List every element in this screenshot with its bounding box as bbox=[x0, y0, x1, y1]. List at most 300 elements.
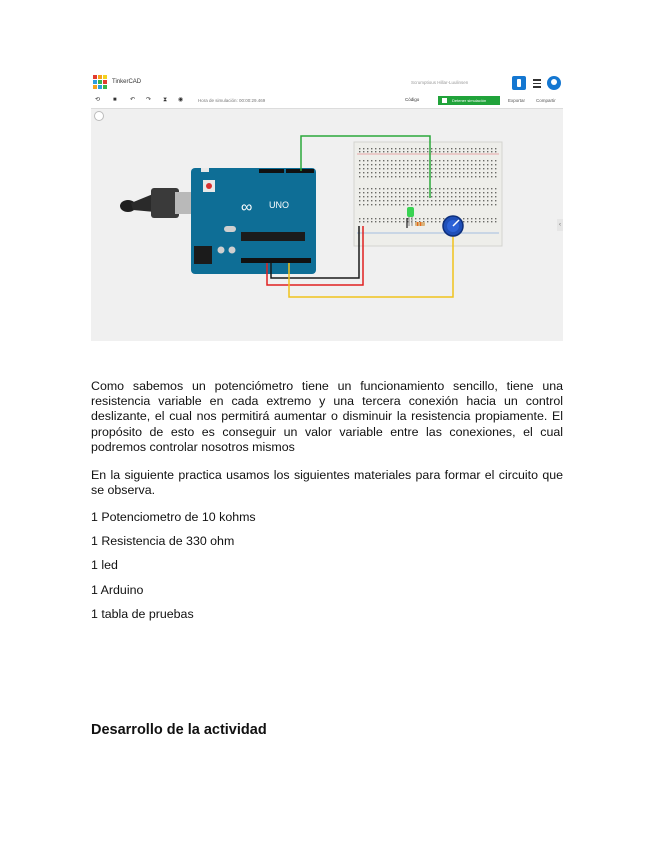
breadboard-hole bbox=[359, 204, 360, 205]
breadboard-hole bbox=[359, 188, 360, 189]
breadboard-hole bbox=[495, 196, 496, 197]
breadboard-hole bbox=[435, 172, 436, 173]
breadboard-hole bbox=[439, 172, 440, 173]
section-heading: Desarrollo de la actividad bbox=[91, 722, 267, 738]
breadboard-hole bbox=[479, 164, 480, 165]
breadboard-hole bbox=[495, 221, 496, 222]
breadboard-hole bbox=[483, 192, 484, 193]
breadboard-hole bbox=[471, 164, 472, 165]
breadboard-hole bbox=[391, 218, 392, 219]
breadboard-hole bbox=[387, 204, 388, 205]
breadboard-hole bbox=[463, 221, 464, 222]
breadboard-hole bbox=[443, 176, 444, 177]
breadboard-hole bbox=[419, 200, 420, 201]
breadboard-hole bbox=[415, 160, 416, 161]
breadboard-hole bbox=[383, 151, 384, 152]
breadboard-hole bbox=[371, 200, 372, 201]
breadboard-hole bbox=[411, 164, 412, 165]
simulate-button[interactable]: Detener simulación bbox=[438, 96, 500, 105]
breadboard-hole bbox=[367, 176, 368, 177]
app-header bbox=[91, 73, 563, 95]
breadboard-hole bbox=[363, 151, 364, 152]
breadboard-hole bbox=[471, 148, 472, 149]
breadboard-hole bbox=[471, 192, 472, 193]
breadboard-hole bbox=[443, 196, 444, 197]
breadboard-hole bbox=[363, 168, 364, 169]
breadboard-hole bbox=[403, 218, 404, 219]
breadboard-hole bbox=[371, 204, 372, 205]
breadboard-hole bbox=[379, 221, 380, 222]
breadboard-hole bbox=[423, 200, 424, 201]
breadboard-hole bbox=[467, 164, 468, 165]
breadboard-hole bbox=[379, 200, 380, 201]
breadboard-hole bbox=[455, 172, 456, 173]
breadboard-hole bbox=[363, 196, 364, 197]
breadboard-hole bbox=[419, 204, 420, 205]
breadboard-hole bbox=[379, 164, 380, 165]
breadboard-hole bbox=[395, 160, 396, 161]
breadboard-hole bbox=[395, 200, 396, 201]
breadboard-hole bbox=[475, 148, 476, 149]
breadboard-hole bbox=[443, 168, 444, 169]
breadboard-hole bbox=[455, 204, 456, 205]
breadboard-hole bbox=[435, 164, 436, 165]
breadboard-hole bbox=[407, 204, 408, 205]
breadboard-hole bbox=[391, 164, 392, 165]
breadboard-hole bbox=[471, 200, 472, 201]
breadboard-hole bbox=[391, 200, 392, 201]
breadboard-hole bbox=[475, 218, 476, 219]
breadboard-hole bbox=[403, 148, 404, 149]
redo-icon[interactable]: ↷ bbox=[146, 97, 152, 103]
breadboard-hole bbox=[371, 168, 372, 169]
breadboard-hole bbox=[459, 204, 460, 205]
breadboard-hole bbox=[455, 148, 456, 149]
breadboard-hole bbox=[407, 176, 408, 177]
breadboard-hole bbox=[423, 196, 424, 197]
breadboard-hole bbox=[359, 196, 360, 197]
breadboard-hole bbox=[463, 200, 464, 201]
breadboard-hole bbox=[399, 164, 400, 165]
list-item: 1 Resistencia de 330 ohm bbox=[91, 534, 235, 548]
collapse-panel-icon[interactable]: ‹ bbox=[557, 219, 563, 231]
circuit-screenshot bbox=[91, 73, 563, 341]
breadboard-hole bbox=[399, 221, 400, 222]
breadboard-hole bbox=[363, 160, 364, 161]
breadboard-hole bbox=[471, 168, 472, 169]
breadboard-hole bbox=[427, 204, 428, 205]
breadboard-hole bbox=[439, 192, 440, 193]
breadboard-hole bbox=[491, 218, 492, 219]
breadboard-hole bbox=[475, 200, 476, 201]
breadboard-hole bbox=[387, 221, 388, 222]
breadboard-hole bbox=[491, 176, 492, 177]
breadboard-hole bbox=[375, 151, 376, 152]
breadboard-hole bbox=[479, 188, 480, 189]
breadboard-hole bbox=[383, 172, 384, 173]
breadboard-hole bbox=[439, 160, 440, 161]
breadboard-hole bbox=[359, 168, 360, 169]
breadboard-hole bbox=[435, 148, 436, 149]
breadboard-hole bbox=[379, 218, 380, 219]
breadboard-hole bbox=[375, 221, 376, 222]
eye-icon[interactable]: ◉ bbox=[178, 97, 184, 103]
breadboard-hole bbox=[467, 192, 468, 193]
breadboard-hole bbox=[399, 188, 400, 189]
breadboard-hole bbox=[487, 148, 488, 149]
breadboard-hole bbox=[407, 196, 408, 197]
breadboard-hole bbox=[371, 192, 372, 193]
breadboard-hole bbox=[495, 200, 496, 201]
breadboard-hole bbox=[359, 218, 360, 219]
breadboard-hole bbox=[487, 172, 488, 173]
breadboard-hole bbox=[423, 151, 424, 152]
breadboard-hole bbox=[447, 204, 448, 205]
breadboard-hole bbox=[399, 196, 400, 197]
breadboard-hole bbox=[379, 192, 380, 193]
breadboard-hole bbox=[467, 221, 468, 222]
breadboard-hole bbox=[443, 204, 444, 205]
breadboard-hole bbox=[459, 168, 460, 169]
breadboard-hole bbox=[399, 204, 400, 205]
breadboard-hole bbox=[399, 160, 400, 161]
breadboard-hole bbox=[379, 148, 380, 149]
breadboard-hole bbox=[491, 188, 492, 189]
breadboard-hole bbox=[471, 204, 472, 205]
breadboard-hole bbox=[399, 172, 400, 173]
breadboard-hole bbox=[431, 160, 432, 161]
breadboard-hole bbox=[367, 188, 368, 189]
breadboard-hole bbox=[475, 188, 476, 189]
breadboard-hole bbox=[403, 151, 404, 152]
breadboard-hole bbox=[487, 192, 488, 193]
breadboard-hole bbox=[399, 192, 400, 193]
breadboard-hole bbox=[427, 176, 428, 177]
breadboard-hole bbox=[491, 151, 492, 152]
breadboard-hole bbox=[459, 196, 460, 197]
breadboard-hole bbox=[455, 188, 456, 189]
breadboard-hole bbox=[371, 218, 372, 219]
breadboard-hole bbox=[419, 176, 420, 177]
breadboard-hole bbox=[423, 188, 424, 189]
breadboard-hole bbox=[431, 148, 432, 149]
breadboard-hole bbox=[455, 168, 456, 169]
breadboard-hole bbox=[423, 148, 424, 149]
breadboard-hole bbox=[471, 160, 472, 161]
export-button[interactable]: Exportar bbox=[508, 98, 526, 103]
breadboard-hole bbox=[495, 172, 496, 173]
breadboard-hole bbox=[407, 168, 408, 169]
breadboard-hole bbox=[415, 176, 416, 177]
breadboard-hole bbox=[379, 151, 380, 152]
breadboard-hole bbox=[423, 160, 424, 161]
breadboard-hole bbox=[483, 160, 484, 161]
share-icon[interactable] bbox=[512, 76, 526, 90]
menu-icon[interactable] bbox=[533, 79, 541, 87]
list-item: 1 tabla de pruebas bbox=[91, 607, 194, 621]
breadboard-hole bbox=[487, 200, 488, 201]
breadboard-hole bbox=[359, 176, 360, 177]
breadboard-hole bbox=[491, 148, 492, 149]
breadboard-hole bbox=[423, 176, 424, 177]
breadboard-hole bbox=[447, 164, 448, 165]
breadboard-hole bbox=[367, 160, 368, 161]
breadboard-hole bbox=[399, 148, 400, 149]
breadboard-hole bbox=[479, 218, 480, 219]
breadboard-hole bbox=[363, 172, 364, 173]
breadboard-hole bbox=[439, 188, 440, 189]
breadboard-hole bbox=[419, 188, 420, 189]
breadboard-hole bbox=[439, 204, 440, 205]
breadboard-hole bbox=[419, 218, 420, 219]
breadboard-hole bbox=[479, 196, 480, 197]
breadboard-hole bbox=[443, 148, 444, 149]
breadboard-hole bbox=[451, 192, 452, 193]
breadboard-hole bbox=[463, 164, 464, 165]
breadboard-hole bbox=[403, 160, 404, 161]
breadboard-hole bbox=[367, 196, 368, 197]
breadboard-hole bbox=[415, 200, 416, 201]
breadboard-hole bbox=[363, 148, 364, 149]
breadboard-hole bbox=[467, 172, 468, 173]
breadboard-hole bbox=[415, 151, 416, 152]
breadboard-hole bbox=[411, 192, 412, 193]
breadboard-hole bbox=[363, 192, 364, 193]
breadboard-hole bbox=[487, 221, 488, 222]
breadboard-hole bbox=[451, 176, 452, 177]
breadboard-hole bbox=[451, 196, 452, 197]
arduino-board[interactable] bbox=[191, 168, 316, 274]
breadboard-hole bbox=[435, 176, 436, 177]
breadboard-hole bbox=[375, 168, 376, 169]
rotate-icon[interactable]: ⟲ bbox=[95, 97, 101, 103]
breadboard-hole bbox=[379, 188, 380, 189]
breadboard-hole bbox=[495, 188, 496, 189]
breadboard-hole bbox=[495, 176, 496, 177]
breadboard-hole bbox=[427, 221, 428, 222]
breadboard-hole bbox=[363, 218, 364, 219]
breadboard-hole bbox=[395, 148, 396, 149]
breadboard-hole bbox=[391, 168, 392, 169]
breadboard-hole bbox=[463, 148, 464, 149]
breadboard-hole bbox=[415, 204, 416, 205]
breadboard-hole bbox=[367, 204, 368, 205]
breadboard-hole bbox=[371, 151, 372, 152]
breadboard-hole bbox=[411, 200, 412, 201]
breadboard-hole bbox=[491, 221, 492, 222]
breadboard-hole bbox=[415, 196, 416, 197]
breadboard-hole bbox=[419, 151, 420, 152]
breadboard-hole bbox=[459, 164, 460, 165]
breadboard-hole bbox=[423, 218, 424, 219]
breadboard-hole bbox=[371, 172, 372, 173]
breadboard-hole bbox=[463, 196, 464, 197]
breadboard-hole bbox=[467, 204, 468, 205]
breadboard-hole bbox=[435, 204, 436, 205]
breadboard-hole bbox=[375, 218, 376, 219]
breadboard-hole bbox=[403, 204, 404, 205]
breadboard-hole bbox=[487, 188, 488, 189]
breadboard-hole bbox=[367, 200, 368, 201]
breadboard-hole bbox=[391, 196, 392, 197]
breadboard-hole bbox=[451, 204, 452, 205]
breadboard-hole bbox=[479, 221, 480, 222]
breadboard-hole bbox=[387, 168, 388, 169]
breadboard-hole bbox=[379, 160, 380, 161]
breadboard-hole bbox=[383, 168, 384, 169]
breadboard-hole bbox=[411, 176, 412, 177]
breadboard-hole bbox=[383, 164, 384, 165]
breadboard-hole bbox=[439, 196, 440, 197]
breadboard-hole bbox=[495, 160, 496, 161]
breadboard-hole bbox=[483, 204, 484, 205]
design-title[interactable]: Scrumptious Hillar-Luulinsen bbox=[411, 80, 469, 85]
breadboard-hole bbox=[395, 196, 396, 197]
breadboard-hole bbox=[359, 172, 360, 173]
breadboard-hole bbox=[491, 200, 492, 201]
breadboard-hole bbox=[455, 151, 456, 152]
breadboard[interactable] bbox=[354, 142, 502, 246]
breadboard-hole bbox=[395, 221, 396, 222]
breadboard-hole bbox=[475, 204, 476, 205]
breadboard-hole bbox=[419, 168, 420, 169]
breadboard-hole bbox=[359, 164, 360, 165]
share-button[interactable]: Compartir bbox=[536, 98, 556, 103]
breadboard-hole bbox=[411, 148, 412, 149]
breadboard-hole bbox=[463, 172, 464, 173]
breadboard-hole bbox=[439, 176, 440, 177]
delete-icon[interactable]: ■ bbox=[113, 97, 117, 103]
breadboard-hole bbox=[475, 192, 476, 193]
potentiometer[interactable] bbox=[443, 216, 463, 236]
breadboard-hole bbox=[359, 160, 360, 161]
list-item: 1 Arduino bbox=[91, 583, 144, 597]
avatar[interactable] bbox=[547, 76, 561, 90]
circuit-canvas[interactable] bbox=[91, 108, 563, 341]
breadboard-hole bbox=[491, 196, 492, 197]
breadboard-hole bbox=[475, 176, 476, 177]
breadboard-hole bbox=[495, 204, 496, 205]
breadboard-hole bbox=[383, 221, 384, 222]
breadboard-hole bbox=[391, 148, 392, 149]
code-button[interactable]: Código bbox=[405, 97, 420, 102]
breadboard-hole bbox=[459, 151, 460, 152]
breadboard-hole bbox=[463, 204, 464, 205]
breadboard-hole bbox=[383, 200, 384, 201]
breadboard-hole bbox=[487, 160, 488, 161]
breadboard-hole bbox=[403, 221, 404, 222]
breadboard-hole bbox=[423, 204, 424, 205]
breadboard-hole bbox=[487, 176, 488, 177]
breadboard-hole bbox=[471, 176, 472, 177]
breadboard-hole bbox=[367, 218, 368, 219]
breadboard-hole bbox=[443, 188, 444, 189]
breadboard-hole bbox=[487, 164, 488, 165]
brand-name: TinkerCAD bbox=[112, 79, 142, 85]
breadboard-hole bbox=[439, 200, 440, 201]
breadboard-hole bbox=[471, 196, 472, 197]
breadboard-hole bbox=[387, 176, 388, 177]
breadboard-hole bbox=[483, 196, 484, 197]
breadboard-hole bbox=[447, 148, 448, 149]
breadboard-hole bbox=[463, 192, 464, 193]
breadboard-hole bbox=[371, 164, 372, 165]
breadboard-hole bbox=[427, 192, 428, 193]
breadboard-hole bbox=[387, 148, 388, 149]
breadboard-hole bbox=[383, 192, 384, 193]
breadboard-hole bbox=[363, 200, 364, 201]
breadboard-hole bbox=[483, 151, 484, 152]
arduino-model-text: UNO bbox=[269, 200, 289, 210]
breadboard-hole bbox=[391, 160, 392, 161]
breadboard-hole bbox=[463, 168, 464, 169]
breadboard-hole bbox=[431, 151, 432, 152]
breadboard-hole bbox=[419, 172, 420, 173]
breadboard-hole bbox=[427, 164, 428, 165]
breadboard-hole bbox=[451, 164, 452, 165]
breadboard-hole bbox=[403, 200, 404, 201]
breadboard-hole bbox=[427, 188, 428, 189]
breadboard-hole bbox=[375, 200, 376, 201]
breadboard-hole bbox=[411, 196, 412, 197]
undo-icon[interactable]: ↶ bbox=[130, 97, 136, 103]
breadboard-hole bbox=[439, 168, 440, 169]
breadboard-hole bbox=[411, 188, 412, 189]
breadboard-hole bbox=[479, 168, 480, 169]
breadboard-hole bbox=[431, 172, 432, 173]
breadboard-hole bbox=[447, 172, 448, 173]
toolbar bbox=[91, 94, 563, 109]
breadboard-hole bbox=[491, 168, 492, 169]
breadboard-hole bbox=[367, 168, 368, 169]
breadboard-hole bbox=[415, 192, 416, 193]
breadboard-hole bbox=[459, 148, 460, 149]
breadboard-hole bbox=[415, 172, 416, 173]
breadboard-hole bbox=[427, 151, 428, 152]
breadboard-hole bbox=[395, 151, 396, 152]
resistor[interactable] bbox=[415, 222, 425, 226]
breadboard-hole bbox=[451, 151, 452, 152]
breadboard-hole bbox=[375, 176, 376, 177]
breadboard-hole bbox=[403, 172, 404, 173]
breadboard-hole bbox=[459, 176, 460, 177]
breadboard-hole bbox=[363, 221, 364, 222]
breadboard-hole bbox=[427, 160, 428, 161]
breadboard-hole bbox=[371, 148, 372, 149]
breadboard-hole bbox=[363, 188, 364, 189]
breadboard-hole bbox=[415, 148, 416, 149]
breadboard-hole bbox=[451, 148, 452, 149]
breadboard-hole bbox=[383, 196, 384, 197]
breadboard-hole bbox=[395, 204, 396, 205]
breadboard-hole bbox=[491, 204, 492, 205]
breadboard-hole bbox=[495, 218, 496, 219]
breadboard-hole bbox=[479, 192, 480, 193]
breadboard-hole bbox=[375, 204, 376, 205]
breadboard-hole bbox=[479, 151, 480, 152]
breadboard-hole bbox=[467, 188, 468, 189]
breadboard-hole bbox=[367, 172, 368, 173]
breadboard-hole bbox=[443, 192, 444, 193]
breadboard-hole bbox=[431, 164, 432, 165]
breadboard-hole bbox=[435, 192, 436, 193]
breadboard-hole bbox=[467, 200, 468, 201]
breadboard-hole bbox=[451, 188, 452, 189]
breadboard-hole bbox=[479, 176, 480, 177]
breadboard-hole bbox=[447, 192, 448, 193]
breadboard-hole bbox=[455, 164, 456, 165]
annotate-icon[interactable]: ⧗ bbox=[163, 97, 168, 103]
